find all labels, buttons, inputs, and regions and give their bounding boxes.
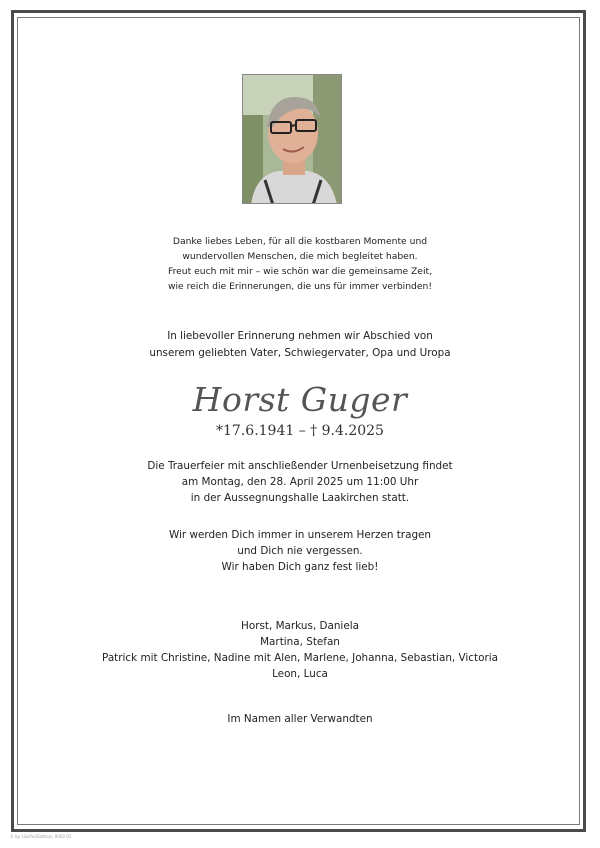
closing-line: Wir haben Dich ganz fest lieb! <box>221 561 379 573</box>
footer-note: © by Lüschn/Gattnar, 0002-01 <box>10 834 72 839</box>
ceremony-line: Die Trauerfeier mit anschließender Urnenbeisetzung findet <box>147 460 453 472</box>
portrait-photo <box>242 74 342 204</box>
ceremony-info <box>0 458 600 506</box>
ceremony-line: am Montag, den 28. April 2025 um 11:00 Uhr <box>181 476 419 488</box>
closing-line: Wir werden Dich immer in unserem Herzen tragen <box>168 529 432 541</box>
intro-line: In liebevoller Erinnerung nehmen wir Abschied von <box>167 330 433 342</box>
family-names <box>0 618 600 682</box>
poem-line: Freut euch mit mir – wie schön war die gemeinsame Zeit, <box>167 266 433 277</box>
closing-words <box>0 527 600 575</box>
poem-text <box>0 234 600 294</box>
family-line: Leon, Luca <box>272 668 328 680</box>
poem-line: wundervollen Menschen, die mich begleitet haben. <box>182 251 418 262</box>
deceased-name: Horst Guger <box>192 380 408 419</box>
poem-line: wie reich die Erinnerungen, die uns für immer verbinden! <box>167 281 433 292</box>
life-dates: *17.6.1941 – † 9.4.2025 <box>216 423 384 439</box>
signoff: Im Namen aller Verwandten <box>227 713 373 725</box>
poem-line: Danke liebes Leben, für all die kostbaren Momente und <box>172 236 428 247</box>
ceremony-line: in der Aussegnungshalle Laakirchen statt. <box>190 492 410 504</box>
family-line: Patrick mit Christine, Nadine mit Alen, Marlene, Johanna, Sebastian, Victoria <box>102 652 498 664</box>
family-line: Horst, Markus, Daniela <box>241 620 359 632</box>
intro-line: unserem geliebten Vater, Schwiegervater, Opa und Uropa <box>149 347 451 359</box>
closing-line: und Dich nie vergessen. <box>237 545 363 557</box>
family-line: Martina, Stefan <box>260 636 340 648</box>
intro-text <box>0 328 600 362</box>
